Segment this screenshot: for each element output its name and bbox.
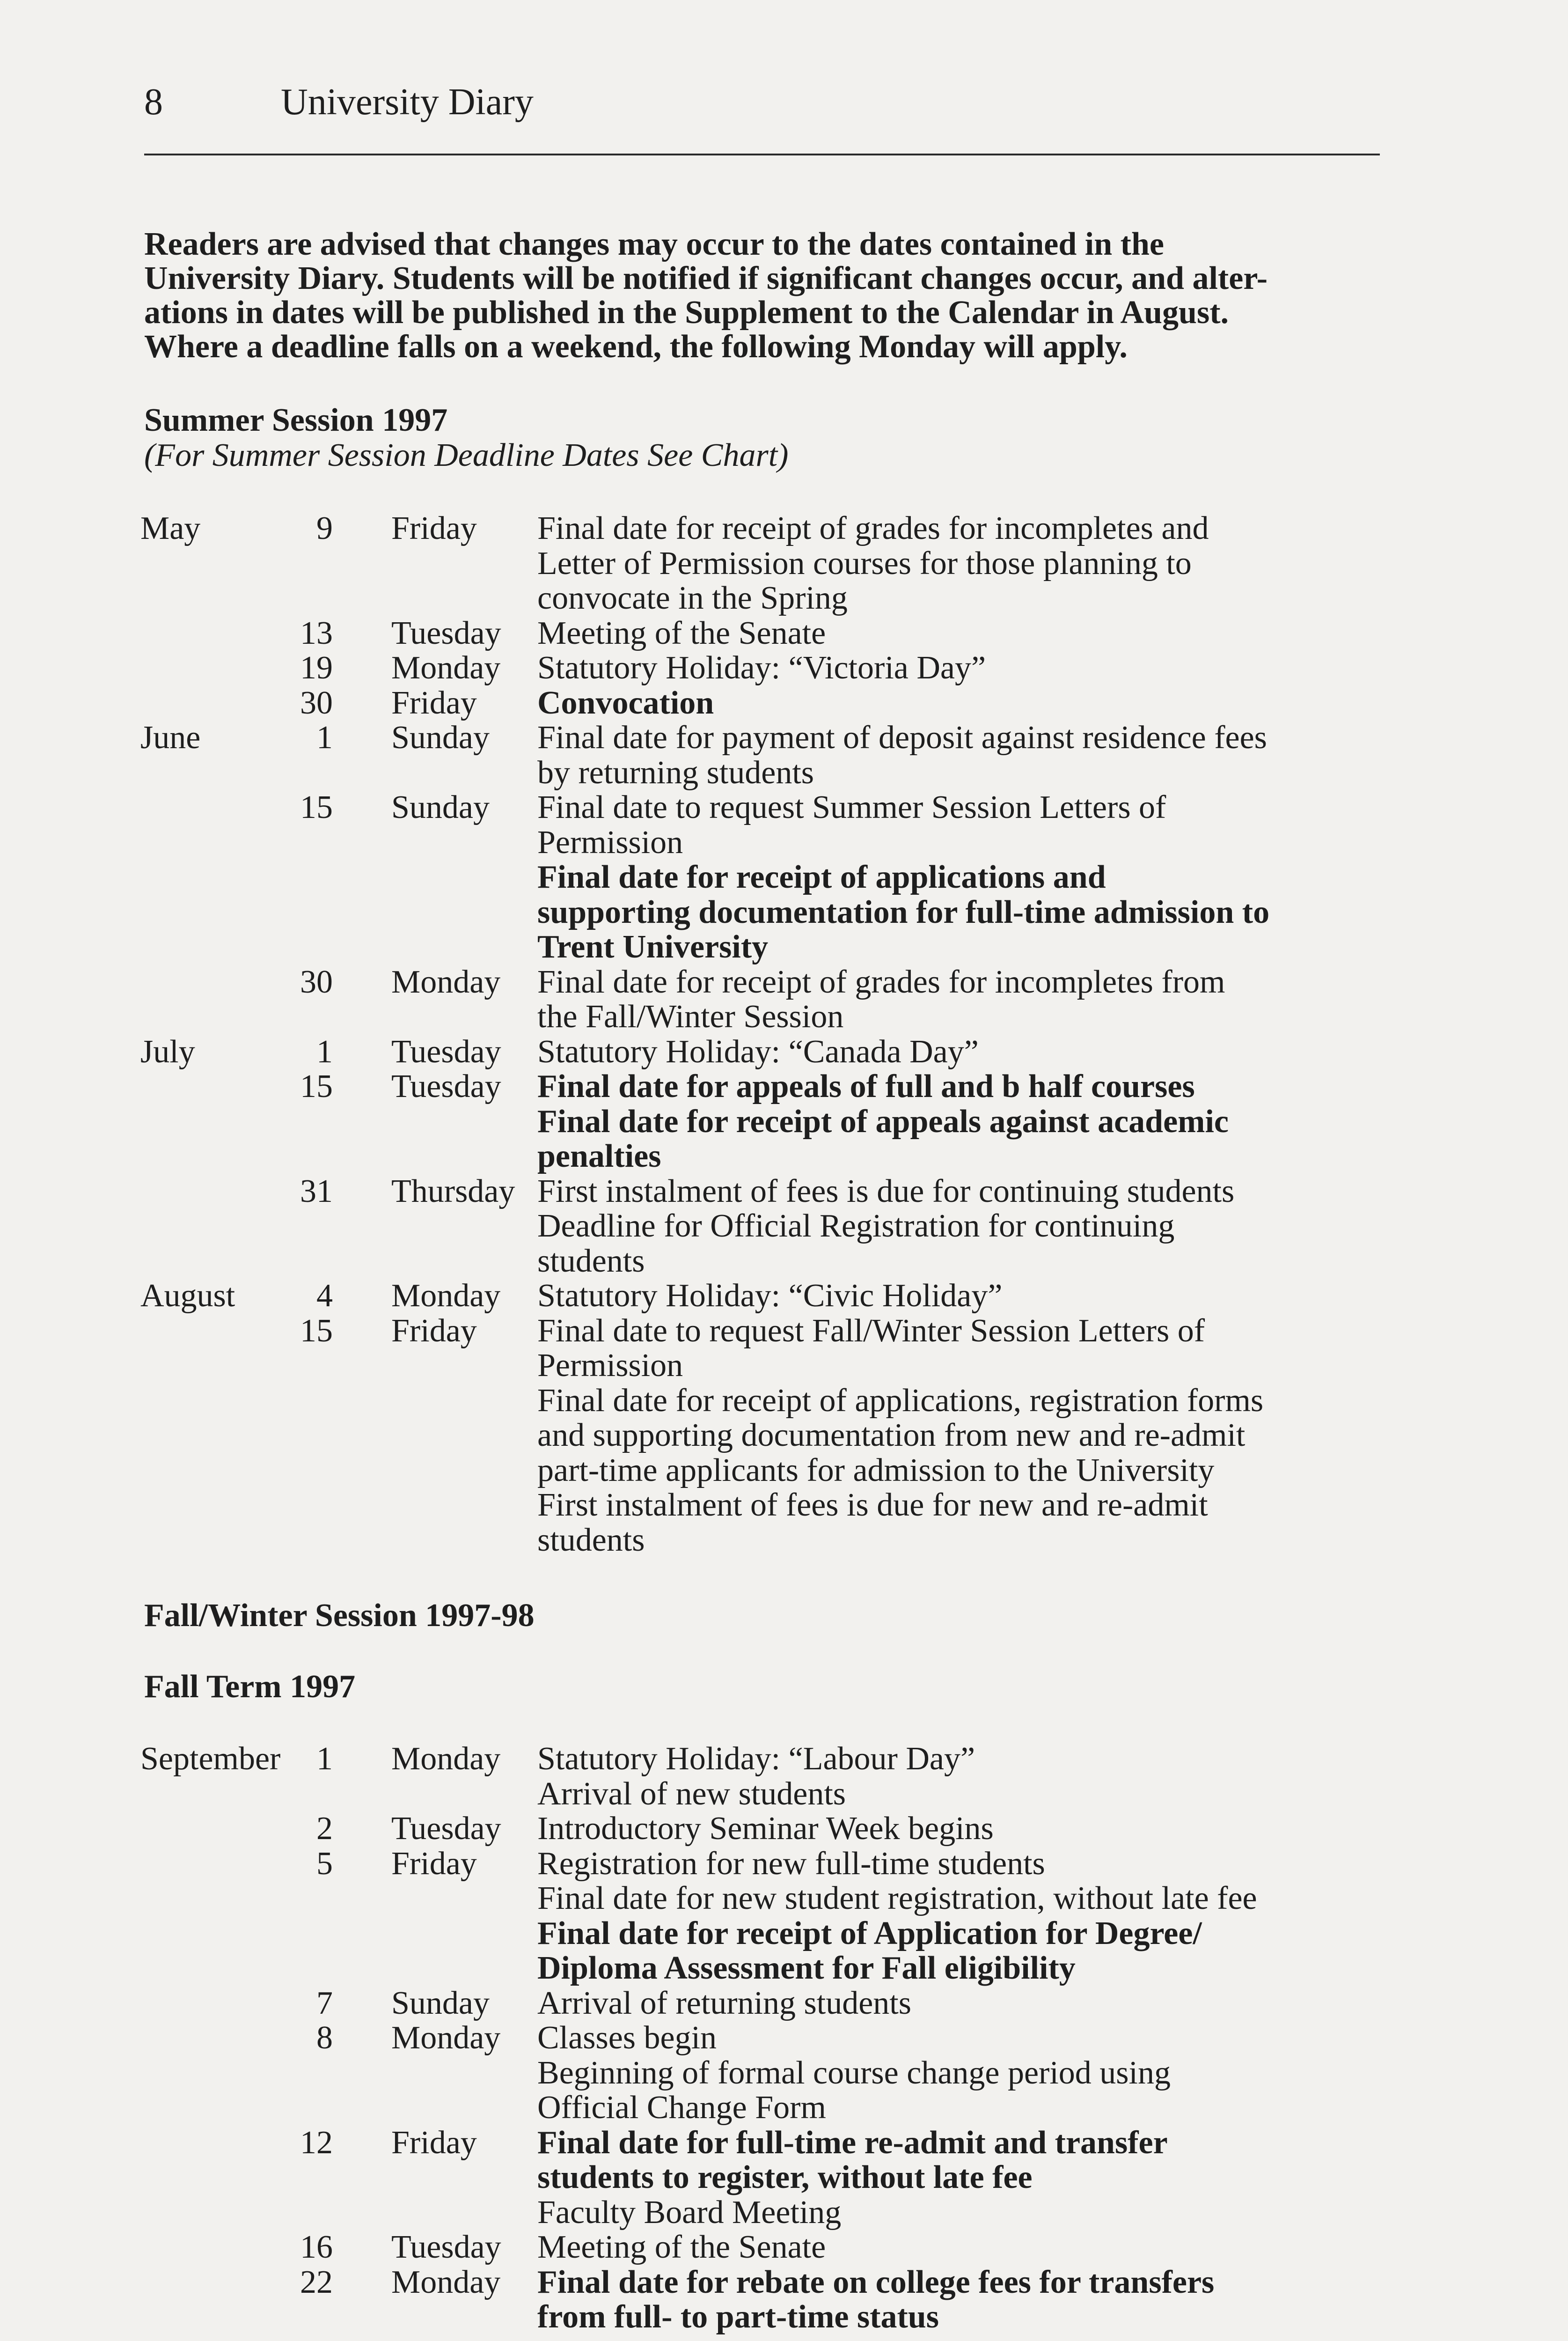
entry-description-line: Final date for receipt of grades for incompletes from <box>537 964 1225 1000</box>
entry-description-line: by returning students <box>537 754 814 791</box>
entry-description-line: supporting documentation for full-time admission to <box>537 894 1270 930</box>
entry-weekday: Tuesday <box>391 1033 501 1070</box>
diary-entry <box>0 965 1568 1035</box>
entry-description-line: Final date to request Summer Session Letters of <box>537 789 1166 825</box>
entry-weekday: Tuesday <box>391 2229 501 2265</box>
entry-description <box>537 1314 1324 1558</box>
entry-description <box>537 1742 1324 1811</box>
entry-description <box>537 1069 1324 1174</box>
entry-description-line: Official Change Form <box>537 2090 826 2126</box>
entry-description <box>537 651 1324 686</box>
entry-description <box>537 2021 1324 2126</box>
entry-description <box>537 616 1324 651</box>
entry-weekday: Sunday <box>391 720 490 756</box>
entry-day: 30 <box>300 964 333 1000</box>
entry-day: 8 <box>316 2020 333 2056</box>
entry-weekday: Thursday <box>391 1173 515 1209</box>
entry-description <box>537 1847 1324 1986</box>
diary-entry <box>0 1986 1568 2021</box>
entry-description-line: Final date for receipt of applications, registration forms <box>537 1382 1264 1419</box>
entry-description-line: Final date for receipt of grades for incompletes and <box>537 510 1209 546</box>
entry-day: 15 <box>300 1312 333 1349</box>
entry-description-line: from full- to part-time status <box>537 2299 939 2335</box>
entry-description-line: Diploma Assessment for Fall eligibility <box>537 1950 1076 1986</box>
entry-description-line: First instalment of fees is due for continuing students <box>537 1173 1235 1209</box>
entry-description-line: convocate in the Spring <box>537 580 848 616</box>
entry-description-line: students <box>537 1243 645 1279</box>
entry-day: 19 <box>300 650 333 686</box>
entry-weekday: Friday <box>391 1845 477 1882</box>
entry-month: September <box>140 1741 281 1777</box>
entry-day: 30 <box>300 685 333 721</box>
entry-description-line: students to register, without late fee <box>537 2159 1033 2195</box>
entry-day: 15 <box>300 1068 333 1104</box>
entry-description-line: Classes begin <box>537 2020 717 2056</box>
entry-day: 16 <box>300 2229 333 2265</box>
entry-description-line: Statutory Holiday: “Labour Day” <box>537 1741 975 1777</box>
diary-entry <box>0 616 1568 651</box>
entry-weekday: Monday <box>391 1278 501 1314</box>
entry-day: 13 <box>300 615 333 651</box>
summer-session-subtitle: (For Summer Session Deadline Dates See Chart) <box>144 437 789 473</box>
entry-month: May <box>140 510 201 546</box>
entry-weekday: Sunday <box>391 1985 490 2021</box>
diary-entry <box>0 721 1568 790</box>
fall-term-title: Fall Term 1997 <box>144 1669 356 1705</box>
diary-entry <box>0 1035 1568 1070</box>
entry-description <box>537 686 1324 721</box>
entry-day: 1 <box>316 1033 333 1070</box>
entry-description-line: Arrival of new students <box>537 1775 846 1812</box>
entry-description-line: Final date for rebate on college fees for transfers <box>537 2264 1215 2300</box>
entry-description-line: Final date for payment of deposit against residence fees <box>537 720 1267 756</box>
entry-weekday: Sunday <box>391 789 490 825</box>
diary-entry <box>0 686 1568 721</box>
entry-description <box>537 2126 1324 2231</box>
entry-description <box>537 1986 1324 2021</box>
entry-weekday: Monday <box>391 2264 501 2300</box>
entry-description <box>537 790 1324 965</box>
entry-day: 1 <box>316 1741 333 1777</box>
entry-description-line: Final date for receipt of Application for Degree/ <box>537 1915 1202 1951</box>
notice-line: University Diary. Students will be notified if significant changes occur, and alter- <box>144 260 1268 296</box>
entry-description-line: Final date for receipt of appeals against academic <box>537 1103 1229 1140</box>
diary-entry <box>0 1174 1568 1279</box>
entry-day: 5 <box>316 1845 333 1882</box>
entry-description-line: part-time applicants for admission to the University <box>537 1452 1215 1488</box>
entry-description-line: Convocation <box>537 685 714 721</box>
notice-line: Where a deadline falls on a weekend, the following Monday will apply. <box>144 329 1128 365</box>
entry-description-line: students <box>537 1522 645 1558</box>
diary-entry <box>0 1811 1568 1847</box>
entry-weekday: Friday <box>391 685 477 721</box>
entry-weekday: Tuesday <box>391 1811 501 1847</box>
entry-description-line: Trent University <box>537 929 769 965</box>
entry-description-line: Arrival of returning students <box>537 1985 911 2021</box>
entry-day: 2 <box>316 1811 333 1847</box>
summer-entries-list <box>0 511 1568 1558</box>
running-title: University Diary <box>281 81 534 123</box>
entry-description <box>537 2265 1324 2335</box>
entry-description-line: Final date for receipt of applications and <box>537 859 1106 895</box>
entry-description-line: penalties <box>537 1138 661 1174</box>
entry-day: 4 <box>316 1278 333 1314</box>
entry-description-line: Final date for appeals of full and b half courses <box>537 1068 1195 1104</box>
fall-entries-list <box>0 1742 1568 2335</box>
diary-entry <box>0 1314 1568 1558</box>
entry-day: 31 <box>300 1173 333 1209</box>
notice-line: ations in dates will be published in the Supplement to the Calendar in August. <box>144 294 1229 331</box>
diary-entry <box>0 2230 1568 2265</box>
entry-description-line: Permission <box>537 824 683 861</box>
fall-winter-session-title: Fall/Winter Session 1997-98 <box>144 1597 535 1634</box>
diary-entry <box>0 1847 1568 1986</box>
entry-day: 9 <box>316 510 333 546</box>
entry-weekday: Monday <box>391 2020 501 2056</box>
entry-month: June <box>140 720 201 756</box>
diary-entry <box>0 2126 1568 2231</box>
entry-weekday: Monday <box>391 964 501 1000</box>
entry-description-line: Meeting of the Senate <box>537 2229 826 2265</box>
diary-entry <box>0 1069 1568 1174</box>
entry-weekday: Friday <box>391 2124 477 2161</box>
entry-weekday: Friday <box>391 1312 477 1349</box>
entry-month: July <box>140 1033 195 1070</box>
entry-description <box>537 1174 1324 1279</box>
entry-description-line: Introductory Seminar Week begins <box>537 1811 994 1847</box>
notice-line: Readers are advised that changes may occur to the dates contained in the <box>144 226 1164 262</box>
entry-day: 22 <box>300 2264 333 2300</box>
diary-entry <box>0 2265 1568 2335</box>
entry-day: 1 <box>316 720 333 756</box>
entry-description-line: the Fall/Winter Session <box>537 999 844 1035</box>
entry-description-line: First instalment of fees is due for new and re-admit <box>537 1487 1208 1523</box>
entry-day: 15 <box>300 789 333 825</box>
diary-entry <box>0 1279 1568 1314</box>
entry-description <box>537 2230 1324 2265</box>
entry-day: 12 <box>300 2124 333 2161</box>
entry-description-line: Deadline for Official Registration for continuing <box>537 1208 1175 1244</box>
entry-description-line: Beginning of formal course change period using <box>537 2054 1171 2091</box>
entry-description-line: Faculty Board Meeting <box>537 2194 842 2231</box>
diary-entry <box>0 651 1568 686</box>
summer-session-title: Summer Session 1997 <box>144 402 448 438</box>
entry-description-line: Statutory Holiday: “Victoria Day” <box>537 650 986 686</box>
entry-description-line: Registration for new full-time students <box>537 1845 1045 1882</box>
entry-description-line: Letter of Permission courses for those planning to <box>537 545 1192 582</box>
entry-description <box>537 965 1324 1035</box>
entry-description <box>537 721 1324 790</box>
entry-description-line: and supporting documentation from new and re-admit <box>537 1417 1246 1453</box>
entry-weekday: Tuesday <box>391 615 501 651</box>
entry-description-line: Meeting of the Senate <box>537 615 826 651</box>
entry-description <box>537 1035 1324 1070</box>
entry-weekday: Monday <box>391 650 501 686</box>
entry-description-line: Statutory Holiday: “Canada Day” <box>537 1033 979 1070</box>
entry-description <box>537 511 1324 616</box>
entry-description-line: Final date to request Fall/Winter Session Letters of <box>537 1312 1205 1349</box>
entry-description-line: Statutory Holiday: “Civic Holiday” <box>537 1278 1003 1314</box>
entry-weekday: Monday <box>391 1741 501 1777</box>
header-rule <box>144 154 1380 155</box>
diary-entry <box>0 1742 1568 1811</box>
entry-description-line: Permission <box>537 1347 683 1384</box>
diary-entry <box>0 511 1568 616</box>
entry-description-line: Final date for full-time re-admit and transfer <box>537 2124 1168 2161</box>
entry-day: 7 <box>316 1985 333 2021</box>
entry-description <box>537 1811 1324 1847</box>
entry-month: August <box>140 1278 235 1314</box>
notice-paragraph <box>144 227 1380 364</box>
entry-description-line: Final date for new student registration, without late fee <box>537 1880 1257 1916</box>
entry-description <box>537 1279 1324 1314</box>
entry-weekday: Tuesday <box>391 1068 501 1104</box>
entry-weekday: Friday <box>391 510 477 546</box>
diary-entry <box>0 2021 1568 2126</box>
diary-entry <box>0 790 1568 965</box>
page-number: 8 <box>144 81 163 123</box>
